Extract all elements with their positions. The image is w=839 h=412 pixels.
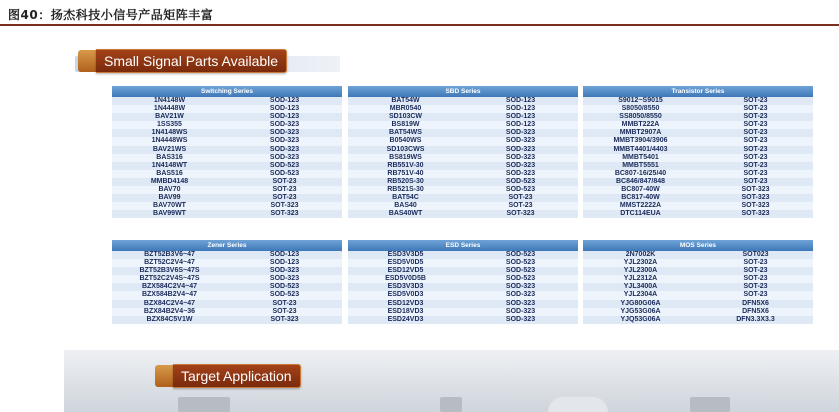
part-number-cell: YJG53G06A	[620, 307, 661, 315]
banner-text: Small Signal Parts Available	[96, 49, 287, 73]
part-number-cell: MMBT5401	[622, 153, 659, 161]
package-cell: SOT-23	[743, 137, 768, 145]
package-cell: SOD-323	[269, 267, 300, 275]
table-row	[583, 97, 813, 105]
table-row	[112, 121, 342, 129]
table-row	[348, 170, 578, 178]
package-cell: SOT-23	[272, 186, 297, 194]
table-row	[583, 105, 813, 113]
table-row	[112, 308, 342, 316]
table-row	[583, 137, 813, 145]
package-cell: SOD-523	[505, 259, 536, 267]
package-cell: DFN3.3X3.3	[736, 315, 775, 323]
part-number-cell: 2N7002K	[625, 251, 656, 258]
table-header: Switching Series	[112, 86, 342, 97]
table-row	[348, 267, 578, 275]
part-number-cell: BC807-16/25/40	[614, 169, 667, 177]
package-cell: DFN5X6	[742, 299, 769, 307]
table-row	[348, 113, 578, 121]
package-cell: SOT-23	[743, 153, 768, 161]
part-number-cell: BS819WS	[389, 153, 422, 161]
part-number-cell: BAV21W	[155, 113, 184, 121]
table-row	[348, 259, 578, 267]
table-row	[583, 267, 813, 275]
zener-series-table	[112, 240, 342, 324]
part-number-cell: S9012~S9015	[618, 97, 663, 104]
package-cell: SOT-323	[506, 210, 535, 218]
part-number-cell: RB520S-30	[387, 177, 424, 185]
part-number-cell: YJL2304A	[623, 291, 658, 299]
table-row	[583, 121, 813, 129]
part-number-cell: RB551V-30	[387, 161, 424, 169]
table-row	[112, 210, 342, 218]
table-row	[583, 202, 813, 210]
part-number-cell: BAT54C	[392, 194, 419, 202]
part-number-cell: BC817-40W	[621, 194, 660, 202]
banner-text: Target Application	[173, 364, 301, 388]
package-cell: SOD-523	[505, 275, 536, 283]
package-cell: SOT-23	[743, 275, 768, 283]
table-row	[348, 275, 578, 283]
package-cell: SOT-23	[272, 177, 297, 185]
table-row	[583, 186, 813, 194]
part-number-cell: BZX84C5V1W	[146, 315, 193, 323]
package-cell: SOD-523	[505, 177, 536, 185]
part-number-cell: MBR0540	[389, 105, 422, 113]
part-number-cell: BC846/847/848	[615, 177, 666, 185]
package-cell: SOT-23	[743, 161, 768, 169]
part-number-cell: SD103CW	[388, 113, 423, 121]
package-cell: SOD-123	[505, 97, 536, 104]
package-cell: SOD-323	[505, 153, 536, 161]
package-cell: SOT023	[742, 251, 769, 258]
package-cell: SOT-23	[743, 121, 768, 129]
part-number-cell: BAS40	[394, 202, 417, 210]
table-row	[112, 194, 342, 202]
table-row	[583, 162, 813, 170]
package-cell: SOT-23	[508, 194, 533, 202]
package-cell: SOD-323	[269, 137, 300, 145]
part-number-cell: BAV21WS	[152, 145, 187, 153]
package-cell: SOT-323	[741, 194, 770, 202]
small-signal-banner	[78, 50, 287, 72]
part-number-cell: DTC114EUA	[620, 210, 661, 218]
part-number-cell: MMBT4401/4403	[613, 145, 668, 153]
table-row	[112, 113, 342, 121]
package-cell: SOD-523	[505, 251, 536, 258]
table-row	[348, 137, 578, 145]
package-cell: SOT-23	[743, 169, 768, 177]
mos-series-table	[583, 240, 813, 324]
package-cell: SOT-23	[743, 267, 768, 275]
package-cell: SOT-23	[743, 283, 768, 291]
table-header: SBD Series	[348, 86, 578, 97]
table-row	[112, 275, 342, 283]
title-rule	[0, 24, 839, 26]
package-cell: SOD-323	[505, 299, 536, 307]
table-row	[348, 178, 578, 186]
part-number-cell: SD103CWS	[386, 145, 425, 153]
package-cell: SOD-523	[505, 267, 536, 275]
package-cell: DFN5X6	[742, 307, 769, 315]
switching-series-table	[112, 86, 342, 218]
part-number-cell: BZT52C2V4~47	[144, 259, 195, 267]
package-cell: SOT-323	[741, 202, 770, 210]
package-cell: SOD-323	[505, 169, 536, 177]
package-cell: SOD-323	[269, 145, 300, 153]
table-row	[112, 283, 342, 291]
package-cell: SOD-323	[505, 283, 536, 291]
part-number-cell: 1SS355	[157, 121, 182, 129]
package-cell: SOT-323	[270, 315, 299, 323]
part-number-cell: 1N4448W	[153, 105, 186, 113]
part-number-cell: 1N4448WS	[151, 137, 188, 145]
package-cell: SOD-123	[505, 113, 536, 121]
table-row	[348, 316, 578, 324]
part-number-cell: ESD12VD5	[387, 267, 424, 275]
table-row	[348, 186, 578, 194]
package-cell: SOD-123	[505, 105, 536, 113]
package-cell: SOD-323	[269, 275, 300, 283]
target-application-banner	[155, 365, 301, 387]
part-number-cell: BS819W	[391, 121, 420, 129]
esd-series-table	[348, 240, 578, 324]
part-number-cell: BAS40WT	[388, 210, 423, 218]
part-number-cell: BC807-40W	[621, 186, 660, 194]
table-row	[583, 275, 813, 283]
package-cell: SOT-23	[743, 97, 768, 104]
part-number-cell: BAV99WT	[153, 210, 186, 218]
table-row	[112, 316, 342, 324]
table-row	[583, 316, 813, 324]
part-number-cell: BZX84C2V4~47	[143, 299, 196, 307]
table-row	[348, 162, 578, 170]
table-header: MOS Series	[583, 240, 813, 251]
application-image	[178, 397, 230, 412]
table-row	[348, 251, 578, 259]
package-cell: SOD-323	[505, 161, 536, 169]
part-number-cell: YJL2312A	[623, 275, 658, 283]
part-number-cell: YJQ53G06A	[620, 315, 661, 323]
package-cell: SOT-323	[270, 210, 299, 218]
package-cell: SOD-323	[269, 121, 300, 129]
part-number-cell: ESD5V0D5	[387, 259, 424, 267]
table-header: Transistor Series	[583, 86, 813, 97]
package-cell: SOT-23	[743, 291, 768, 299]
part-number-cell: ESD3V3D3	[387, 283, 424, 291]
table-header: ESD Series	[348, 240, 578, 251]
package-cell: SOT-23	[508, 202, 533, 210]
package-cell: SOT-323	[741, 186, 770, 194]
package-cell: SOD-523	[269, 161, 300, 169]
banner-cap	[155, 365, 173, 387]
part-number-cell: BZT52B3V6S~47S	[139, 267, 200, 275]
package-cell: SOT-23	[743, 259, 768, 267]
table-row	[583, 300, 813, 308]
part-number-cell: BAS316	[156, 153, 183, 161]
part-number-cell: BAV99	[158, 194, 181, 202]
package-cell: SOD-523	[269, 283, 300, 291]
package-cell: SOD-523	[269, 169, 300, 177]
table-row	[112, 129, 342, 137]
table-row	[112, 259, 342, 267]
package-cell: SOD-123	[269, 259, 300, 267]
package-cell: SOT-23	[743, 177, 768, 185]
table-row	[348, 210, 578, 218]
table-row	[583, 146, 813, 154]
table-row	[348, 202, 578, 210]
part-number-cell: S8050/8550	[621, 105, 660, 113]
part-number-cell: ESD5V0D3	[387, 291, 424, 299]
table-row	[583, 283, 813, 291]
part-number-cell: MMBT5551	[622, 161, 659, 169]
application-image	[440, 397, 462, 412]
table-row	[112, 105, 342, 113]
table-row	[112, 97, 342, 105]
table-row	[112, 146, 342, 154]
table-row	[583, 129, 813, 137]
part-number-cell: SS8050/8550	[619, 113, 662, 121]
part-number-cell: BAT54WS	[389, 129, 422, 137]
transistor-series-table	[583, 86, 813, 218]
part-number-cell: 1N4148WS	[151, 129, 188, 137]
part-number-cell: YJL2302A	[623, 259, 658, 267]
table-row	[112, 300, 342, 308]
table-row	[112, 137, 342, 145]
package-cell: SOD-323	[505, 291, 536, 299]
package-cell: SOD-123	[269, 97, 300, 104]
package-cell: SOD-123	[505, 121, 536, 129]
table-row	[583, 178, 813, 186]
table-row	[583, 113, 813, 121]
part-number-cell: YJG80G06A	[620, 299, 661, 307]
application-image	[690, 397, 730, 412]
part-number-cell: BZT52C2V4S~47S	[139, 275, 200, 283]
part-number-cell: MMST2222A	[619, 202, 662, 210]
part-number-cell: ESD12VD3	[387, 299, 424, 307]
package-cell: SOD-123	[269, 251, 300, 258]
table-row	[583, 251, 813, 259]
table-row	[583, 194, 813, 202]
table-row	[112, 186, 342, 194]
table-row	[112, 154, 342, 162]
part-number-cell: ESD18VD3	[387, 307, 424, 315]
table-row	[348, 146, 578, 154]
package-cell: SOD-323	[505, 145, 536, 153]
part-number-cell: MMBT3904/3906	[613, 137, 668, 145]
package-cell: SOD-123	[269, 113, 300, 121]
package-cell: SOD-323	[505, 137, 536, 145]
package-cell: SOD-523	[505, 186, 536, 194]
table-row	[112, 291, 342, 299]
package-cell: SOD-523	[269, 291, 300, 299]
part-number-cell: YJL3400A	[623, 283, 658, 291]
table-header: Zener Series	[112, 240, 342, 251]
table-row	[112, 170, 342, 178]
table-row	[348, 283, 578, 291]
part-number-cell: BZX84B2V4~36	[143, 307, 196, 315]
part-number-cell: RB521S-30	[387, 186, 424, 194]
table-row	[348, 129, 578, 137]
part-number-cell: BAV70	[158, 186, 181, 194]
part-number-cell: BAT54W	[391, 97, 420, 104]
table-row	[348, 194, 578, 202]
package-cell: SOT-23	[272, 299, 297, 307]
table-row	[348, 154, 578, 162]
package-cell: SOD-323	[505, 315, 536, 323]
package-cell: SOD-323	[505, 129, 536, 137]
package-cell: SOD-323	[505, 307, 536, 315]
table-row	[583, 210, 813, 218]
package-cell: SOT-23	[272, 194, 297, 202]
part-number-cell: YJL2300A	[623, 267, 658, 275]
part-number-cell: BZX584C2V4~47	[141, 283, 198, 291]
part-number-cell: BAS516	[156, 169, 183, 177]
part-number-cell: MMBD4148	[150, 177, 189, 185]
package-cell: SOD-323	[269, 129, 300, 137]
part-number-cell: BZX584B2V4~47	[141, 291, 198, 299]
table-row	[112, 251, 342, 259]
package-cell: SOT-23	[272, 307, 297, 315]
part-number-cell: B0540WS	[389, 137, 422, 145]
package-cell: SOT-323	[741, 210, 770, 218]
package-cell: SOD-323	[269, 153, 300, 161]
part-number-cell: BZT52B3V6~47	[144, 251, 195, 258]
table-row	[112, 202, 342, 210]
part-number-cell: 1N4148W	[153, 97, 186, 104]
figure-title: 图40：扬杰科技小信号产品矩阵丰富	[8, 8, 214, 22]
package-cell: SOD-123	[269, 105, 300, 113]
package-cell: SOT-323	[270, 202, 299, 210]
part-number-cell: MMBT2907A	[619, 129, 662, 137]
application-image	[548, 397, 608, 412]
table-row	[348, 291, 578, 299]
part-number-cell: BAV70WT	[153, 202, 186, 210]
package-cell: SOT-23	[743, 105, 768, 113]
table-row	[583, 170, 813, 178]
part-number-cell: ESD5V0D5B	[385, 275, 426, 283]
table-row	[348, 300, 578, 308]
part-number-cell: ESD3V3D5	[387, 251, 424, 258]
sbd-series-table	[348, 86, 578, 218]
table-row	[583, 308, 813, 316]
table-row	[348, 97, 578, 105]
banner-cap	[78, 50, 96, 72]
package-cell: SOT-23	[743, 145, 768, 153]
part-number-cell: RB751V-40	[387, 169, 424, 177]
table-row	[112, 178, 342, 186]
table-row	[112, 162, 342, 170]
table-row	[348, 121, 578, 129]
table-row	[348, 105, 578, 113]
table-row	[348, 308, 578, 316]
table-row	[583, 291, 813, 299]
part-number-cell: ESD24VD3	[387, 315, 424, 323]
table-row	[112, 267, 342, 275]
part-number-cell: 1N4148WT	[151, 161, 188, 169]
table-row	[583, 259, 813, 267]
package-cell: SOT-23	[743, 113, 768, 121]
part-number-cell: MMBT222A	[621, 121, 660, 129]
table-row	[583, 154, 813, 162]
package-cell: SOT-23	[743, 129, 768, 137]
